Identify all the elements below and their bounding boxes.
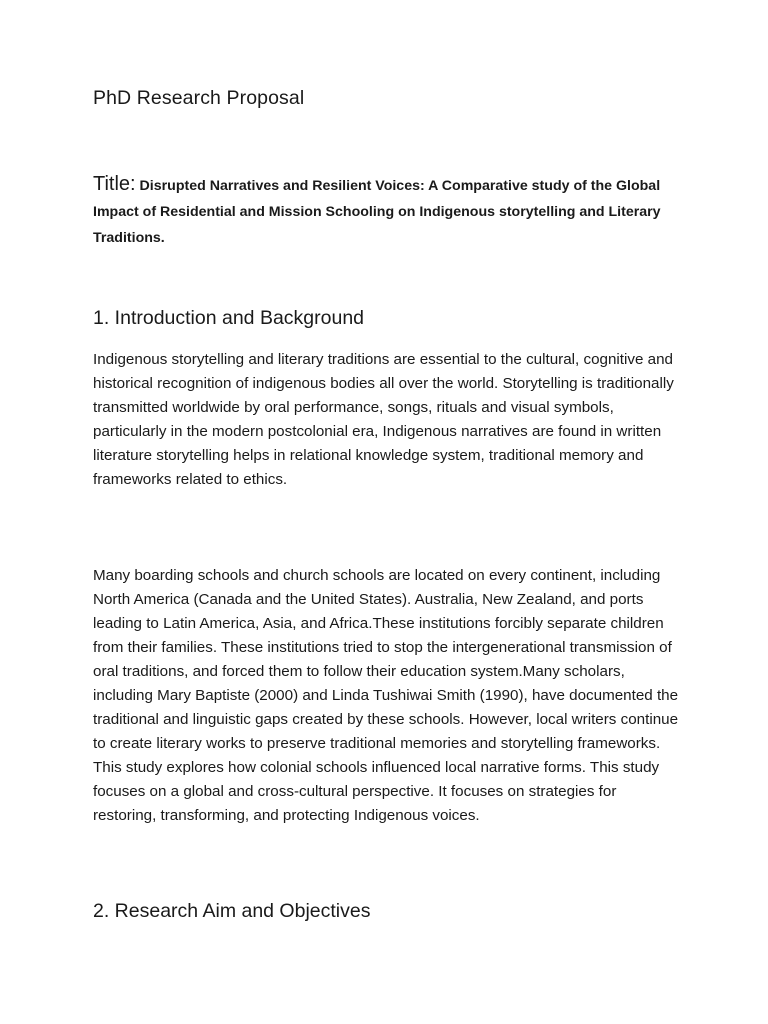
- section-heading-aims-objectives: 2. Research Aim and Objectives: [93, 900, 371, 922]
- intro-paragraph-1: Indigenous storytelling and literary traditions are essential to the cultural, cognitive and historical recognition of indigenous bodies all over the world. Storytelling is traditionally transmitted worldwide by oral performance, songs, rituals and visual symbols, particularly in the modern postcolonial era, Indigenous narratives are found in written literature storytelling helps in relational knowledge system, traditional memory and frameworks related to ethics.: [93, 351, 674, 488]
- title-paragraph: [93, 172, 678, 251]
- section-heading-introduction: 1. Introduction and Background: [93, 307, 365, 329]
- title-label: Title:: [93, 173, 136, 195]
- intro-paragraph-2: Many boarding schools and church schools are located on every continent, including North America (Canada and the United States). Australia, New Zealand, and ports leading to Latin America, Asia, and Africa.These institutions forcibly separate children from their families. These institutions tried to stop the intergenerational transmission of oral traditions, and forced them to follow their education system.Many scholars, including Mary Baptiste (2000) and Linda Tushiwai Smith (1990), have documented the traditional and linguistic gaps created by these schools. However, local writers continue to create literary works to preserve traditional memories and storytelling frameworks. This study explores how colonial schools influenced local narrative forms. This study focuses on a global and cross-cultural perspective. It focuses on strategies for restoring, transforming, and protecting Indigenous voices.: [93, 567, 679, 824]
- document-heading: PhD Research Proposal: [93, 87, 305, 109]
- title-block: [93, 172, 678, 251]
- title-text: Disrupted Narratives and Resilient Voices: A Comparative study of the Global Impact of Residential and Mission Schooling on Indigenous storytelling and Literary Traditions.: [93, 178, 661, 246]
